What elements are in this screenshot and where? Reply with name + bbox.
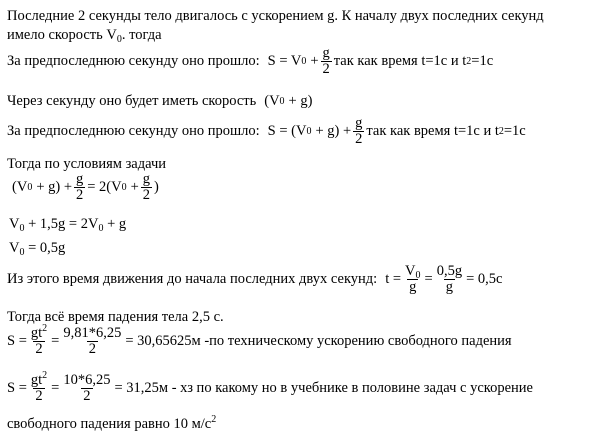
- fraction-denominator: 2: [76, 187, 84, 203]
- fraction-denominator: 2: [83, 388, 91, 404]
- eq3-a: V: [9, 240, 20, 256]
- fraction-denominator: 2: [35, 388, 43, 404]
- speed-formula-end: + g): [288, 93, 313, 109]
- s2-result: = 31,25м - хз по какому но в учебнике в половине задач с ускорение: [114, 380, 533, 396]
- final-superscript: 2: [211, 414, 217, 425]
- last-second-line: За предпоследнюю секунду оно прошло: S = (V 0 + g) + $\frac{g}{2}$ так как время t=1c и t 2 =1c: [7, 115, 526, 147]
- fraction-calc: [61, 326, 123, 357]
- fraction-denominator: 2: [88, 341, 96, 357]
- eq2-b: + 1,5g = 2V: [28, 216, 99, 232]
- s1-result: = 30,65625м -по техническому ускорению свободного падения: [125, 333, 512, 349]
- fraction-calc: [61, 373, 112, 404]
- time-line: [7, 264, 502, 295]
- fraction-numerator: g: [355, 115, 363, 131]
- eq3-subscript: 0: [19, 247, 25, 258]
- s1-equals: =: [51, 333, 60, 349]
- fraction-denominator: g: [409, 279, 417, 295]
- fraction-g-over-2: [321, 46, 332, 77]
- fraction-gt2-over-2: [29, 370, 49, 404]
- fraction-denominator: 2: [35, 341, 43, 357]
- time-result: = 0,5c: [466, 271, 503, 287]
- last-second-time-text: так как время t=1c и t: [366, 123, 499, 139]
- fraction-denominator: 2: [142, 187, 151, 203]
- s1-left: S =: [7, 333, 27, 349]
- intro-text: имело скорость V: [7, 27, 117, 43]
- time-equals: =: [424, 271, 433, 287]
- time-label: Из этого время движения до начала последних двух секунд:: [7, 271, 378, 287]
- penultimate-time-end: =1c: [471, 53, 494, 69]
- final-text: свободного падения равно 10 м/с: [7, 416, 212, 432]
- eq1-left: (V: [12, 179, 28, 195]
- last-second-label: За предпоследнюю секунду оно прошло:: [7, 123, 260, 139]
- fraction-g-over-2: [141, 172, 152, 203]
- equation-2: [9, 216, 126, 232]
- fraction-numerator: $gt^2$: [30, 323, 48, 341]
- last-second-time-end: =1c: [503, 123, 526, 139]
- fraction-denominator: 2: [322, 61, 330, 77]
- fraction-denominator: 2: [355, 131, 363, 147]
- speed-formula: (V: [264, 93, 280, 109]
- fraction-numerator: 9,81*6,25: [63, 325, 122, 341]
- eq2-c: + g: [107, 216, 127, 232]
- equation-1: (V 0 + g) + $\frac{g}{2}$ = 2(V 0 + $\frac{g}{2}$ ): [12, 171, 159, 203]
- eq3-b: = 0,5g: [28, 240, 66, 256]
- intro-subscript: 0: [116, 34, 122, 45]
- fraction-gt2-over-2: [29, 323, 49, 357]
- fraction-v0-over-g: [403, 264, 422, 295]
- eq2-subscript-2: 0: [98, 223, 104, 234]
- fraction-numerator: g: [322, 45, 330, 61]
- total-time: Тогда всё время падения тела 2,5 с.: [7, 309, 224, 325]
- fraction-05g-over-g: [435, 264, 464, 295]
- fraction-g-over-2: [74, 172, 85, 203]
- penultimate-formula-s: S = V: [267, 53, 302, 69]
- s2-left: S =: [7, 380, 27, 396]
- eq1-mid: + g) +: [36, 179, 72, 195]
- fraction-numerator: g: [76, 171, 84, 187]
- last-second-formula: S = (V: [267, 123, 307, 139]
- intro-line-1: Последние 2 секунды тело двигалось с ускорением g. К началу двух последних секунд: [7, 8, 544, 24]
- intro-line-2: [7, 27, 162, 43]
- eq1-close: ): [154, 179, 159, 195]
- fraction-numerator: g: [142, 171, 151, 187]
- eq1-right-plus: +: [130, 179, 139, 195]
- speed-line: Через секунду оно будет иметь скорость (V 0 + g): [7, 93, 313, 109]
- penultimate-line: За предпоследнюю секунду оно прошло: S = V 0 + $\frac{g}{2}$ так как время t=1c и t 2 =1c: [7, 45, 494, 77]
- fraction-denominator: g: [445, 279, 454, 295]
- fraction-numerator: $gt^2$: [30, 370, 48, 388]
- time-t: t =: [385, 271, 402, 287]
- distance-line-1: [7, 323, 512, 357]
- eq1-right: = 2(V: [87, 179, 122, 195]
- final-line: [7, 416, 216, 432]
- penultimate-time-text: так как время t=1c и t: [333, 53, 467, 69]
- penultimate-plus: +: [310, 53, 319, 69]
- numerator-superscript: 2: [42, 323, 48, 334]
- numerator-superscript: 2: [42, 370, 48, 381]
- fraction-g-over-2: [353, 116, 364, 147]
- eq2-subscript: 0: [19, 223, 25, 234]
- fraction-numerator: $V_0$: [405, 263, 421, 281]
- penultimate-label: За предпоследнюю секунду оно прошло:: [7, 53, 260, 69]
- numerator-subscript: 0: [415, 270, 421, 281]
- fraction-numerator: 10*6,25: [63, 372, 111, 388]
- eq2-a: V: [9, 216, 20, 232]
- distance-line-2: [7, 370, 533, 404]
- s2-equals: =: [51, 380, 60, 396]
- equation-3: [9, 240, 65, 256]
- conditions-label: Тогда по условиям задачи: [7, 156, 167, 172]
- speed-label: Через секунду оно будет иметь скорость: [7, 93, 257, 109]
- intro-text-end: . тогда: [121, 27, 162, 43]
- last-second-formula-mid: + g) +: [315, 123, 352, 139]
- fraction-numerator: 0,5g: [436, 263, 463, 279]
